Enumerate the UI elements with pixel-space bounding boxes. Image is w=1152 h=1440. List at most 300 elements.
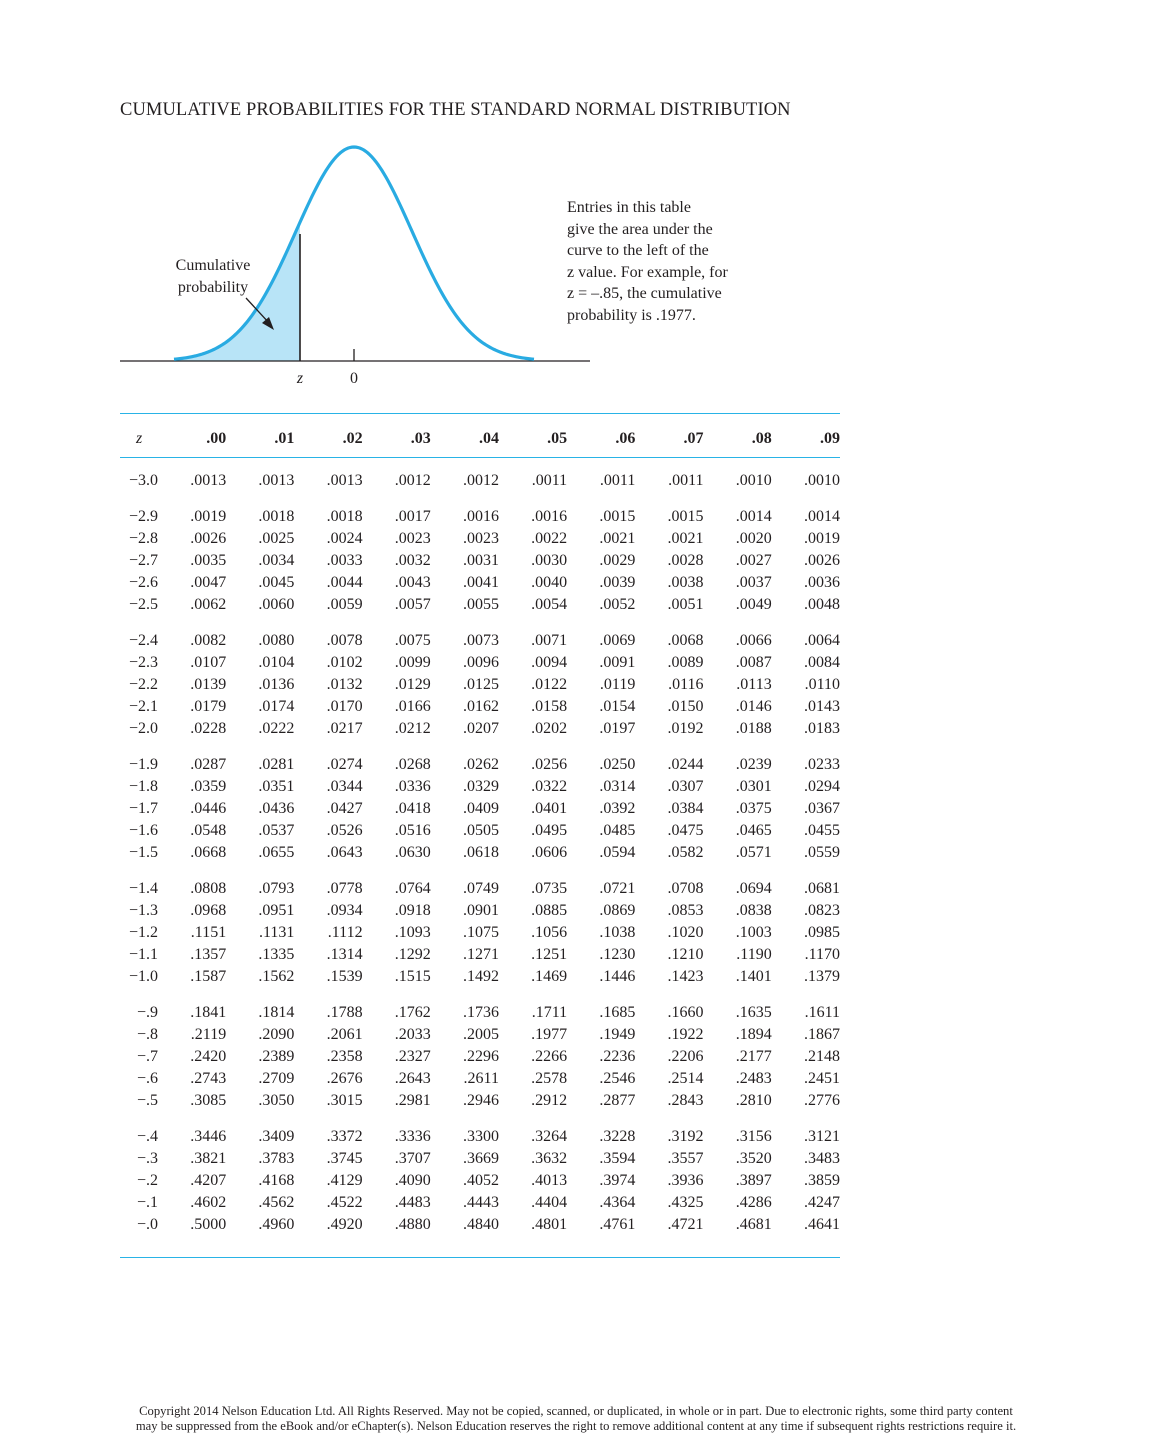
probability-cell: .0158: [531, 698, 568, 715]
probability-cell: .0516: [394, 822, 431, 839]
probability-cell: .0047: [190, 574, 227, 591]
probability-cell: .0281: [258, 756, 295, 773]
probability-cell: .3745: [326, 1150, 363, 1167]
z-value-cell: −2.6: [128, 574, 158, 591]
probability-cell: .4364: [599, 1194, 636, 1211]
probability-cell: .4880: [394, 1216, 431, 1233]
probability-cell: .0096: [462, 654, 499, 671]
table-row: [120, 798, 840, 820]
probability-cell: .0179: [190, 698, 227, 715]
probability-cell: .2611: [463, 1070, 499, 1087]
probability-cell: .3300: [462, 1128, 499, 1145]
probability-cell: .1230: [599, 946, 636, 963]
probability-cell: .0069: [599, 632, 636, 649]
table-row: [120, 1214, 840, 1236]
probability-cell: .2546: [599, 1070, 636, 1087]
probability-cell: .1020: [667, 924, 704, 941]
table-row: [120, 1170, 840, 1192]
probability-cell: .0274: [326, 756, 363, 773]
probability-cell: .0010: [735, 472, 772, 489]
probability-cell: .0102: [326, 654, 363, 671]
probability-cell: .0116: [668, 676, 704, 693]
cumulative-label-line2: probability: [177, 279, 249, 296]
probability-cell: .0016: [462, 508, 499, 525]
probability-cell: .0011: [531, 472, 568, 489]
probability-cell: .4721: [667, 1216, 704, 1233]
probability-cell: .0071: [531, 632, 568, 649]
probability-cell: .0336: [394, 778, 431, 795]
table-row: [120, 572, 840, 594]
z-value-cell: −.2: [136, 1172, 158, 1189]
probability-cell: .2810: [735, 1092, 772, 1109]
table-top-rule: [120, 413, 840, 414]
probability-cell: .0985: [804, 924, 840, 941]
probability-cell: .1357: [190, 946, 227, 963]
probability-cell: .3669: [462, 1150, 499, 1167]
probability-cell: .0329: [462, 778, 499, 795]
probability-cell: .0537: [258, 822, 295, 839]
probability-cell: .1469: [531, 968, 568, 985]
group-spacer-cell: [120, 492, 840, 506]
probability-cell: .4052: [462, 1172, 499, 1189]
group-spacer-cell: [120, 740, 840, 754]
probability-cell: .0778: [326, 880, 363, 897]
probability-cell: .1762: [394, 1004, 431, 1021]
note-line: curve to the left of the: [567, 242, 709, 260]
probability-cell: .0174: [258, 698, 295, 715]
probability-cell: .4761: [599, 1216, 636, 1233]
probability-cell: .0029: [599, 552, 636, 569]
probability-cell: .2946: [462, 1092, 499, 1109]
probability-cell: .0019: [190, 508, 227, 525]
probability-cell: .1093: [394, 924, 431, 941]
probability-cell: .0446: [190, 800, 227, 817]
probability-cell: .0122: [531, 676, 568, 693]
probability-cell: .0129: [394, 676, 431, 693]
probability-cell: .0212: [394, 720, 431, 737]
probability-cell: .2843: [667, 1092, 704, 1109]
normal-curve-figure: [118, 140, 598, 400]
copyright-line: Copyright 2014 Nelson Education Ltd. All Rights Reserved. May not be copied, scanned, or duplicated, in whole or in part. Due to electronic rights, some third party content: [139, 1404, 1013, 1418]
z-value-cell: −2.3: [128, 654, 158, 671]
z-value-cell: −2.9: [128, 508, 158, 525]
table-row: [120, 630, 840, 652]
probability-cell: .4286: [735, 1194, 772, 1211]
z-value-cell: −1.0: [128, 968, 158, 985]
probability-cell: .0146: [735, 698, 772, 715]
probability-cell: .1292: [394, 946, 431, 963]
probability-cell: .1190: [736, 946, 772, 963]
probability-cell: .1038: [599, 924, 636, 941]
probability-cell: .3483: [804, 1150, 840, 1167]
probability-cell: .0066: [735, 632, 772, 649]
table-row: [120, 674, 840, 696]
probability-cell: .0068: [667, 632, 704, 649]
probability-cell: .3632: [531, 1150, 568, 1167]
probability-cell: .0505: [462, 822, 499, 839]
probability-cell: .1685: [599, 1004, 636, 1021]
probability-cell: .0044: [326, 574, 363, 591]
z-value-cell: −.0: [136, 1216, 158, 1233]
probability-cell: .0764: [394, 880, 431, 897]
probability-cell: .0119: [599, 676, 636, 693]
probability-cell: .4681: [735, 1216, 772, 1233]
probability-cell: .2119: [190, 1026, 227, 1043]
probability-cell: .3121: [804, 1128, 840, 1145]
probability-cell: .2206: [667, 1048, 704, 1065]
z-value-cell: −.1: [136, 1194, 158, 1211]
probability-cell: .0307: [667, 778, 704, 795]
probability-cell: .0037: [735, 574, 772, 591]
probability-cell: .3336: [394, 1128, 431, 1145]
probability-cell: .0055: [462, 596, 499, 613]
probability-cell: .4129: [326, 1172, 363, 1189]
probability-cell: .0207: [462, 720, 499, 737]
probability-cell: .0359: [190, 778, 227, 795]
probability-cell: .0571: [735, 844, 772, 861]
table-row: [120, 922, 840, 944]
probability-cell: .0041: [462, 574, 499, 591]
probability-cell: .2776: [804, 1092, 840, 1109]
probability-cell: .0062: [190, 596, 227, 613]
probability-cell: .0268: [394, 756, 431, 773]
probability-cell: .0022: [531, 530, 568, 547]
table-row: [120, 1148, 840, 1170]
probability-cell: .4247: [804, 1194, 840, 1211]
probability-cell: .0197: [599, 720, 636, 737]
probability-cell: .3192: [667, 1128, 704, 1145]
probability-cell: .1492: [462, 968, 499, 985]
probability-cell: .1003: [735, 924, 772, 941]
probability-cell: .1379: [804, 968, 840, 985]
table-row: [120, 1126, 840, 1148]
probability-cell: .0031: [462, 552, 499, 569]
probability-cell: .1271: [462, 946, 499, 963]
probability-cell: .0351: [258, 778, 295, 795]
probability-cell: .0049: [735, 596, 772, 613]
z-value-cell: −2.7: [128, 552, 158, 569]
probability-cell: .1075: [462, 924, 499, 941]
note-line: z = –.85, the cumulative: [567, 285, 722, 303]
probability-cell: .0183: [804, 720, 840, 737]
probability-cell: .0015: [599, 508, 636, 525]
probability-cell: .0011: [668, 472, 704, 489]
table-row: [120, 718, 840, 740]
probability-cell: .0233: [804, 756, 840, 773]
probability-cell: .0048: [804, 596, 840, 613]
probability-cell: .1562: [258, 968, 295, 985]
probability-cell: .2061: [326, 1026, 363, 1043]
z-value-cell: −2.8: [128, 530, 158, 547]
group-spacer: [120, 1112, 840, 1126]
probability-cell: .0606: [531, 844, 568, 861]
probability-cell: .0014: [804, 508, 840, 525]
probability-cell: .0694: [735, 880, 772, 897]
probability-cell: .0018: [326, 508, 363, 525]
z-value-cell: −1.2: [128, 924, 158, 941]
probability-cell: .1335: [258, 946, 295, 963]
probability-cell: .0054: [531, 596, 568, 613]
probability-cell: .3594: [599, 1150, 636, 1167]
column-header: .08: [751, 430, 772, 447]
column-header: .07: [683, 430, 704, 447]
probability-cell: .2236: [599, 1048, 636, 1065]
probability-cell: .1814: [258, 1004, 295, 1021]
probability-cell: .0064: [804, 632, 840, 649]
z-value-cell: −2.1: [128, 698, 158, 715]
note-line: z value. For example, for: [567, 263, 728, 281]
probability-cell: .4641: [804, 1216, 840, 1233]
z-value-cell: −.4: [136, 1128, 158, 1145]
probability-cell: .0495: [531, 822, 568, 839]
z-column-header: z: [136, 430, 143, 447]
probability-cell: .2514: [667, 1070, 704, 1087]
probability-cell: .0073: [462, 632, 499, 649]
group-spacer-cell: [120, 864, 840, 878]
probability-cell: .0043: [394, 574, 431, 591]
probability-cell: .1736: [462, 1004, 499, 1021]
note-line: Entries in this table: [567, 199, 691, 216]
probability-cell: .1112: [327, 924, 363, 941]
probability-cell: .0375: [735, 800, 772, 817]
probability-cell: .1131: [258, 924, 295, 941]
probability-cell: .4013: [531, 1172, 568, 1189]
probability-cell: .3783: [258, 1150, 295, 1167]
probability-cell: .2578: [531, 1070, 568, 1087]
probability-cell: .0559: [804, 844, 840, 861]
probability-cell: .0033: [326, 552, 363, 569]
normal-curve-svg: [118, 140, 598, 400]
probability-cell: .0314: [599, 778, 636, 795]
probability-cell: .0139: [190, 676, 227, 693]
probability-cell: .0643: [326, 844, 363, 861]
probability-cell: .0010: [804, 472, 840, 489]
probability-cell: .3557: [667, 1150, 704, 1167]
table-header-rule: [120, 457, 840, 458]
probability-cell: .0202: [531, 720, 568, 737]
probability-cell: .0455: [804, 822, 840, 839]
probability-cell: .0017: [394, 508, 431, 525]
probability-cell: .0951: [258, 902, 295, 919]
cumulative-label-line1: Cumulative: [175, 257, 251, 274]
table-row: [120, 900, 840, 922]
probability-cell: .0250: [599, 756, 636, 773]
probability-cell: .4168: [258, 1172, 295, 1189]
probability-cell: .0028: [667, 552, 704, 569]
probability-cell: .0418: [394, 800, 431, 817]
probability-cell: .0721: [599, 880, 636, 897]
probability-cell: .0021: [599, 530, 636, 547]
probability-cell: .0023: [462, 530, 499, 547]
probability-cell: .0030: [531, 552, 568, 569]
z-value-cell: −1.7: [128, 800, 158, 817]
probability-cell: .0125: [462, 676, 499, 693]
probability-cell: .0409: [462, 800, 499, 817]
probability-cell: .0089: [667, 654, 704, 671]
probability-cell: .0040: [531, 574, 568, 591]
probability-cell: .0013: [258, 472, 295, 489]
probability-cell: .2483: [735, 1070, 772, 1087]
z-value-cell: −.6: [136, 1070, 158, 1087]
probability-cell: .0655: [258, 844, 295, 861]
probability-cell: .1660: [667, 1004, 704, 1021]
probability-cell: .0038: [667, 574, 704, 591]
header-row: [120, 427, 840, 451]
probability-cell: .1611: [804, 1004, 840, 1021]
z-value-cell: −.8: [136, 1026, 158, 1043]
probability-cell: .3228: [599, 1128, 636, 1145]
probability-cell: .0026: [804, 552, 840, 569]
probability-cell: .0020: [735, 530, 772, 547]
probability-cell: .4325: [667, 1194, 704, 1211]
probability-cell: .0427: [326, 800, 363, 817]
probability-cell: .0630: [394, 844, 431, 861]
probability-cell: .0681: [804, 880, 840, 897]
page-title: CUMULATIVE PROBABILITIES FOR THE STANDARD NORMAL DISTRIBUTION: [120, 100, 791, 120]
group-spacer: [120, 988, 840, 1002]
probability-cell: .0110: [804, 676, 840, 693]
probability-cell: .0548: [190, 822, 227, 839]
cumulative-probability-table: [120, 470, 840, 1236]
z-value-cell: −3.0: [128, 472, 158, 489]
probability-cell: .0057: [394, 596, 431, 613]
note-line: give the area under the: [567, 220, 713, 238]
probability-cell: .4920: [326, 1216, 363, 1233]
column-header: .05: [547, 430, 568, 447]
probability-cell: .0239: [735, 756, 772, 773]
probability-cell: .0107: [190, 654, 227, 671]
probability-cell: .0838: [735, 902, 772, 919]
group-spacer-cell: [120, 616, 840, 630]
probability-cell: .0594: [599, 844, 636, 861]
probability-cell: .0401: [531, 800, 568, 817]
z-value-cell: −1.6: [128, 822, 158, 839]
probability-cell: .3372: [326, 1128, 363, 1145]
probability-cell: .0059: [326, 596, 363, 613]
probability-cell: .0132: [326, 676, 363, 693]
probability-cell: .0080: [258, 632, 295, 649]
probability-cell: .3050: [258, 1092, 295, 1109]
probability-cell: .2877: [599, 1092, 636, 1109]
probability-cell: .4483: [394, 1194, 431, 1211]
probability-cell: .1515: [394, 968, 431, 985]
copyright-notice: [76, 1404, 1076, 1434]
probability-cell: .0853: [667, 902, 704, 919]
probability-cell: .0228: [190, 720, 227, 737]
probability-cell: .2358: [326, 1048, 363, 1065]
probability-cell: .0735: [531, 880, 568, 897]
probability-cell: .4404: [531, 1194, 568, 1211]
probability-cell: .0045: [258, 574, 295, 591]
probability-cell: .4840: [462, 1216, 499, 1233]
table-row: [120, 1068, 840, 1090]
probability-cell: .3446: [190, 1128, 227, 1145]
probability-cell: .0668: [190, 844, 227, 861]
column-header: .09: [820, 430, 840, 447]
probability-cell: .0287: [190, 756, 227, 773]
probability-cell: .2033: [394, 1026, 431, 1043]
probability-cell: .1170: [804, 946, 840, 963]
table-row: [120, 1090, 840, 1112]
probability-cell: .0885: [531, 902, 568, 919]
probability-cell: .2389: [258, 1048, 295, 1065]
probability-cell: .4522: [326, 1194, 363, 1211]
table-row: [120, 550, 840, 572]
probability-cell: .0012: [462, 472, 499, 489]
z-value-cell: −1.4: [128, 880, 158, 897]
z-value-cell: −1.3: [128, 902, 158, 919]
column-header: .02: [342, 430, 363, 447]
probability-cell: .0051: [667, 596, 704, 613]
probability-cell: .3821: [190, 1150, 227, 1167]
probability-cell: .2420: [190, 1048, 227, 1065]
probability-cell: .0154: [599, 698, 636, 715]
probability-cell: .3085: [190, 1092, 227, 1109]
table-row: [120, 1002, 840, 1024]
z-value-cell: −1.5: [128, 844, 158, 861]
table-row: [120, 842, 840, 864]
table-row: [120, 966, 840, 988]
probability-cell: .0087: [735, 654, 772, 671]
probability-cell: .0016: [531, 508, 568, 525]
probability-cell: .0367: [804, 800, 840, 817]
column-header: .01: [274, 430, 295, 447]
probability-cell: .1151: [190, 924, 227, 941]
probability-cell: .1788: [326, 1004, 363, 1021]
z-value-cell: −.5: [136, 1092, 158, 1109]
table-row: [120, 696, 840, 718]
probability-cell: .2912: [531, 1092, 568, 1109]
probability-cell: .0025: [258, 530, 295, 547]
table-row: [120, 820, 840, 842]
probability-cell: .0475: [667, 822, 704, 839]
probability-cell: .2177: [735, 1048, 772, 1065]
probability-cell: .0166: [394, 698, 431, 715]
probability-cell: .0322: [531, 778, 568, 795]
probability-cell: .0026: [190, 530, 227, 547]
probability-cell: .1711: [531, 1004, 568, 1021]
probability-cell: .0015: [667, 508, 704, 525]
probability-cell: .0192: [667, 720, 704, 737]
table-row: [120, 754, 840, 776]
probability-cell: .0301: [735, 778, 772, 795]
table-row: [120, 1192, 840, 1214]
column-header: .06: [615, 430, 636, 447]
table-row: [120, 776, 840, 798]
probability-cell: .0143: [804, 698, 840, 715]
z-value-cell: −2.4: [128, 632, 158, 649]
probability-cell: .0013: [326, 472, 363, 489]
group-spacer: [120, 492, 840, 506]
group-spacer-cell: [120, 988, 840, 1002]
probability-cell: .0222: [258, 720, 295, 737]
probability-cell: .0749: [462, 880, 499, 897]
table-row: [120, 878, 840, 900]
probability-cell: .0021: [667, 530, 704, 547]
probability-cell: .0485: [599, 822, 636, 839]
probability-cell: .2296: [462, 1048, 499, 1065]
probability-cell: .2743: [190, 1070, 227, 1087]
probability-cell: .0094: [531, 654, 568, 671]
table-row: [120, 652, 840, 674]
probability-cell: .0392: [599, 800, 636, 817]
probability-cell: .2327: [394, 1048, 431, 1065]
probability-cell: .0618: [462, 844, 499, 861]
probability-cell: .0014: [735, 508, 772, 525]
table-bottom-rule: [120, 1257, 840, 1258]
column-header: .00: [206, 430, 227, 447]
probability-cell: .0294: [804, 778, 840, 795]
